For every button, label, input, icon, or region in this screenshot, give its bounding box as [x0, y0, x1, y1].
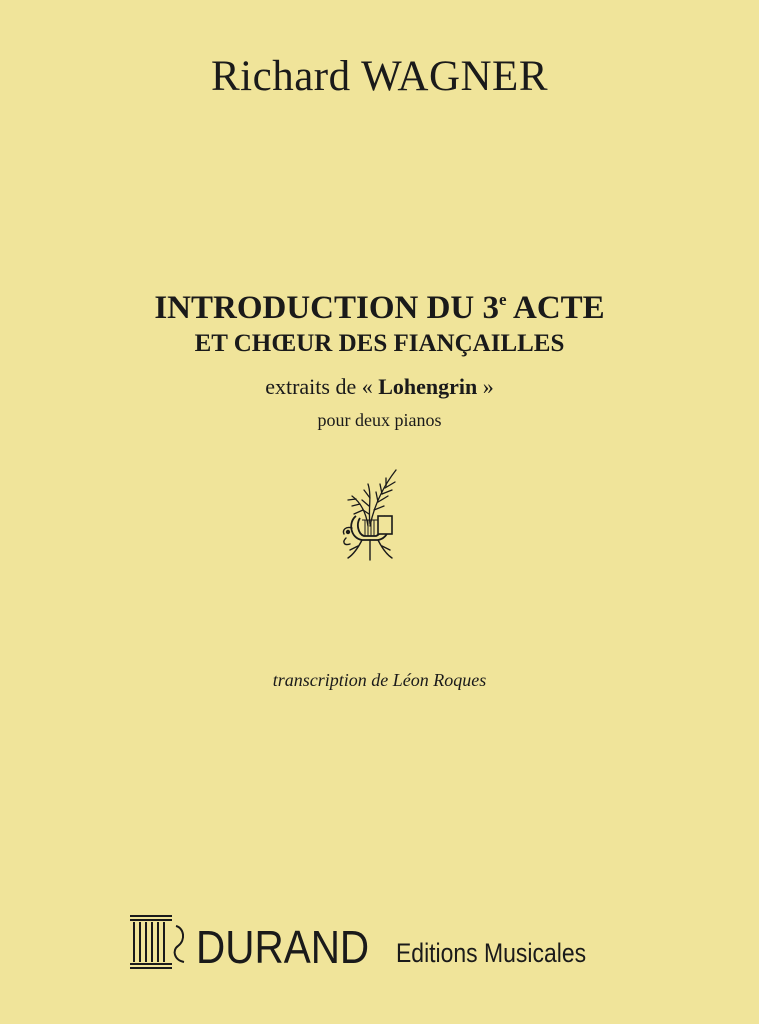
transcription-credit: transcription de Léon Roques — [272, 670, 487, 690]
publisher-subtitle: Editions Musicales — [396, 938, 587, 968]
title-superscript: e — [499, 290, 507, 309]
publisher-imprint — [128, 908, 620, 973]
subtitle-prefix: extraits de « — [265, 374, 379, 399]
lyre-palm-ornament-icon — [338, 466, 402, 562]
composer-name: Richard WAGNER — [210, 53, 549, 100]
subtitle-suffix: » — [477, 374, 494, 399]
title-line-1 — [0, 290, 759, 327]
publisher-name: DURAND — [196, 921, 370, 973]
title-line-1-main: INTRODUCTION DU 3 — [154, 290, 500, 326]
durand-colonnade-logo-icon — [128, 912, 188, 970]
subtitle — [0, 374, 759, 400]
instrumentation: pour deux pianos — [317, 410, 442, 430]
title-line-2: ET CHŒUR DES FIANÇAILLES — [194, 330, 565, 357]
title-line-1-end: ACTE — [506, 290, 605, 326]
subtitle-work: Lohengrin — [378, 374, 478, 399]
